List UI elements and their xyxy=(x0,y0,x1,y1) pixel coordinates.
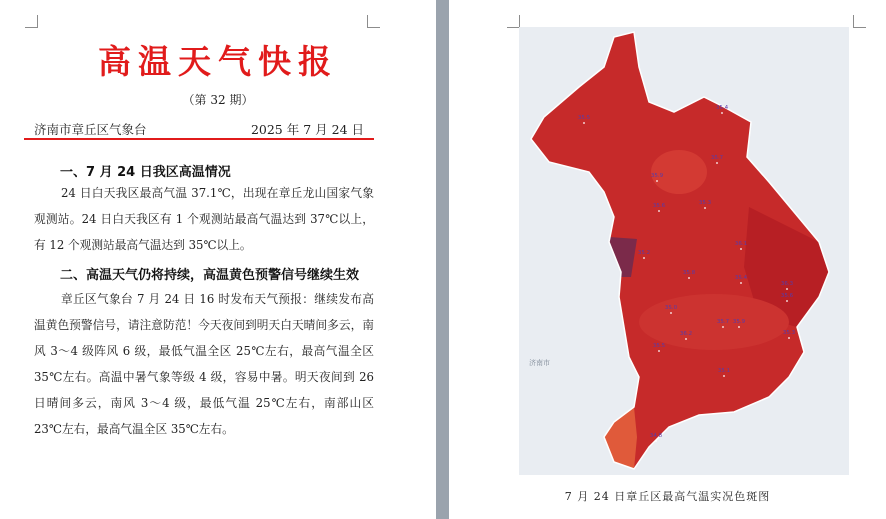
station-dot xyxy=(655,440,657,442)
region-patch-center xyxy=(639,294,789,350)
station-dot xyxy=(704,207,706,209)
issue-date: 2025 年 7 月 24 日 xyxy=(250,122,364,137)
station-temperature-label: 35.7 xyxy=(710,155,724,161)
station-temperature-label: 34.8 xyxy=(649,433,663,439)
station-dot xyxy=(716,162,718,164)
station-dot xyxy=(658,210,660,212)
station-temperature-label: 35.7 xyxy=(716,319,730,325)
report-title: 高温天气快报 xyxy=(98,42,338,81)
issuing-organization: 济南市章丘区气象台 xyxy=(34,122,147,137)
crop-mark-top-left xyxy=(25,15,38,28)
station-temperature-label: 35.2 xyxy=(637,250,651,256)
station-dot xyxy=(685,338,687,340)
station-temperature-label: 35.5 xyxy=(652,343,666,349)
station-dot xyxy=(740,282,742,284)
station-dot xyxy=(658,350,660,352)
station-temperature-label: 35.1 xyxy=(717,368,731,374)
station-temperature-label: 35.0 xyxy=(664,305,678,311)
station-dot xyxy=(738,326,740,328)
station-temperature-label: 35.3 xyxy=(698,200,712,206)
station-dot xyxy=(670,312,672,314)
temperature-color-map xyxy=(519,27,849,475)
station-temperature-label: 36.3 xyxy=(780,281,794,287)
station-dot xyxy=(643,257,645,259)
map-svg xyxy=(519,27,849,475)
document-page-left xyxy=(0,0,436,519)
station-dot xyxy=(656,180,658,182)
station-temperature-label: 35.9 xyxy=(650,173,664,179)
document-page-right xyxy=(449,0,886,519)
map-caption: 7 月 24 日章丘区最高气温实况色斑图 xyxy=(564,490,771,503)
crop-mark-top-right xyxy=(853,15,866,28)
page-gutter xyxy=(436,0,449,519)
section-1-body: 24 日白天我区最高气温 37.1℃，出现在章丘龙山国家气象观测站。24 日白天我区有 1 个观测站最高气温达到 37℃以上，有 12 个观测站最高气温达到 35℃以上。 xyxy=(34,186,374,252)
station-temperature-label: 35.3 xyxy=(782,330,796,336)
station-dot xyxy=(721,112,723,114)
station-temperature-label: 35.8 xyxy=(682,270,696,276)
station-dot xyxy=(786,288,788,290)
city-label-jinan: 济南市 xyxy=(529,359,550,367)
region-patch-north xyxy=(651,150,707,194)
crop-mark-top-right xyxy=(367,15,380,28)
station-dot xyxy=(740,248,742,250)
station-temperature-label: 35.5 xyxy=(577,115,591,121)
station-temperature-label: 35.4 xyxy=(715,105,729,111)
region-patch-south-west xyxy=(599,397,637,469)
station-dot xyxy=(722,326,724,328)
station-temperature-label: 36.1 xyxy=(734,241,748,247)
station-temperature-label: 35.6 xyxy=(652,203,666,209)
station-temperature-label: 35.9 xyxy=(732,319,746,325)
station-dot xyxy=(583,122,585,124)
section-2-heading: 二、高温天气仍将持续，高温黄色预警信号继续生效 xyxy=(60,268,360,283)
station-temperature-label: 35.4 xyxy=(734,275,748,281)
section-2-body: 章丘区气象台 7 月 24 日 16 时发布天气预报：继续发布高温黄色预警信号，请注意防范！今天夜间到明天白天晴间多云，南风 3～4 级阵风 6 级，最低气温全区 25℃左右，最高气温全区 35℃左右。高温中暑气象等级 4 级，容易中暑。明天夜间到 26 日晴间多云，南风 3～4 级，最低气温 25℃左右，南部山区 23℃左右，最高气温全区 35℃左右。 xyxy=(34,292,374,436)
section-1-heading: 一、7 月 24 日我区高温情况 xyxy=(60,165,231,180)
issue-number: （第 32 期） xyxy=(182,93,254,107)
header-divider xyxy=(24,138,374,140)
station-temperature-label: 36.2 xyxy=(679,331,693,337)
station-dot xyxy=(688,277,690,279)
station-dot xyxy=(786,300,788,302)
station-temperature-label: 35.6 xyxy=(780,293,794,299)
station-dot xyxy=(723,375,725,377)
station-dot xyxy=(788,337,790,339)
